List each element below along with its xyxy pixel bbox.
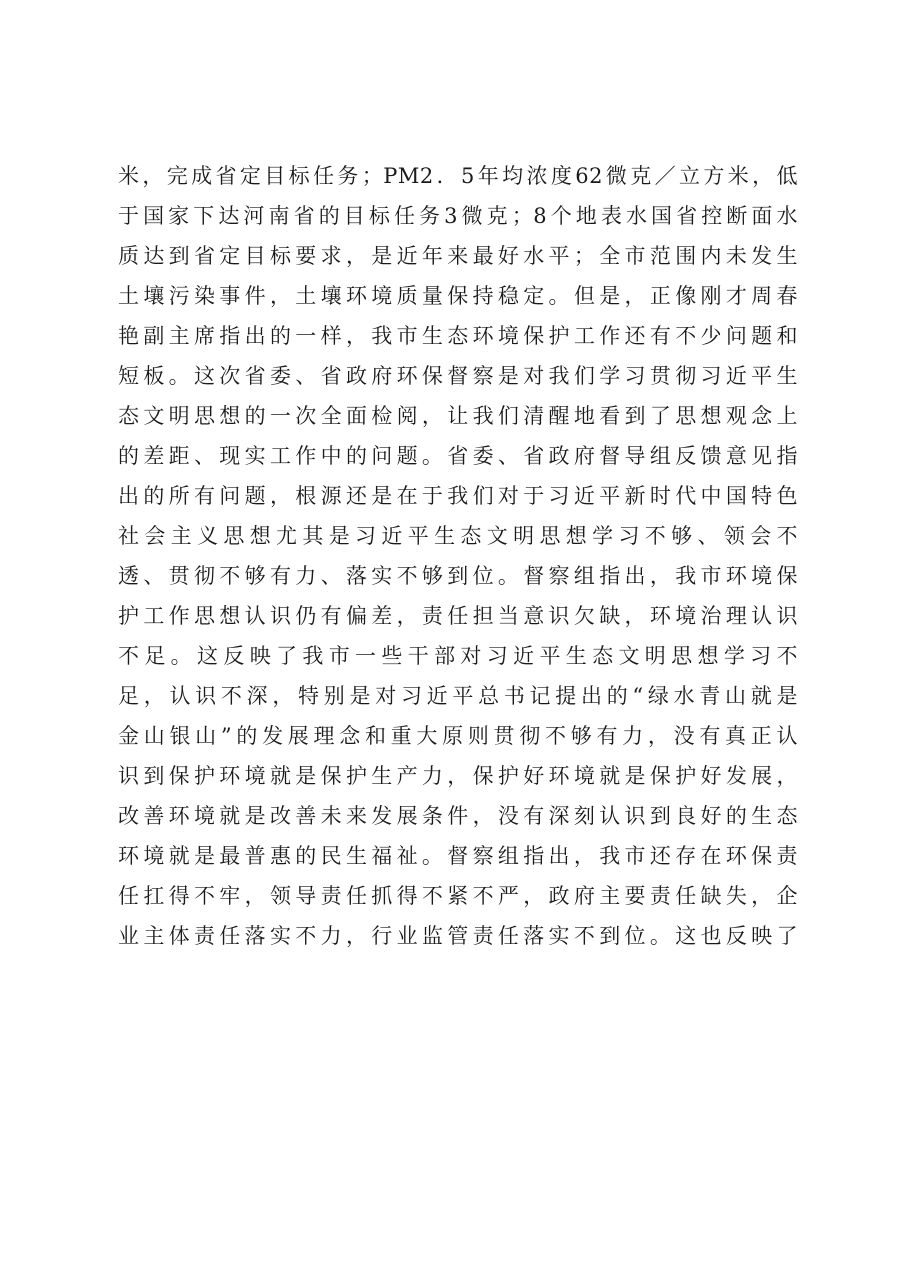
text-line: 的差距、现实工作中的问题。省委、省政府督导组反馈意见指	[118, 444, 798, 468]
text-line: 米，完成省定目标任务；PM2．5年均浓度62微克／立方米，低	[118, 164, 798, 188]
text-line: 质达到省定目标要求，是近年来最好水平；全市范围内未发生	[118, 244, 798, 268]
text-line: 业主体责任落实不力，行业监管责任落实不到位。这也反映了	[118, 924, 798, 948]
text-line: 于国家下达河南省的目标任务3微克；8个地表水国省控断面水	[118, 204, 798, 228]
text-line: 任扛得不牢，领导责任抓得不紧不严，政府主要责任缺失，企	[118, 884, 798, 908]
text-line: 短板。这次省委、省政府环保督察是对我们学习贯彻习近平生	[118, 364, 798, 388]
text-line: 护工作思想认识仍有偏差，责任担当意识欠缺，环境治理认识	[118, 604, 798, 628]
text-line: 足，认识不深，特别是对习近平总书记提出的“绿水青山就是	[118, 684, 798, 708]
text-line: 出的所有问题，根源还是在于我们对于习近平新时代中国特色	[118, 484, 798, 508]
text-line: 态文明思想的一次全面检阅，让我们清醒地看到了思想观念上	[118, 404, 798, 428]
body-paragraph	[118, 156, 798, 956]
text-line: 艳副主席指出的一样，我市生态环境保护工作还有不少问题和	[118, 324, 798, 348]
text-line: 识到保护环境就是保护生产力，保护好环境就是保护好发展，	[118, 764, 798, 788]
text-line: 透、贯彻不够有力、落实不够到位。督察组指出，我市环境保	[118, 564, 798, 588]
text-line: 金山银山”的发展理念和重大原则贯彻不够有力，没有真正认	[118, 724, 798, 748]
text-line: 土壤污染事件，土壤环境质量保持稳定。但是，正像刚才周春	[118, 284, 798, 308]
text-line: 环境就是最普惠的民生福祉。督察组指出，我市还存在环保责	[118, 844, 798, 868]
text-line: 改善环境就是改善未来发展条件，没有深刻认识到良好的生态	[118, 804, 798, 828]
text-line: 不足。这反映了我市一些干部对习近平生态文明思想学习不	[118, 644, 798, 668]
text-line: 社会主义思想尤其是习近平生态文明思想学习不够、领会不	[118, 524, 798, 548]
